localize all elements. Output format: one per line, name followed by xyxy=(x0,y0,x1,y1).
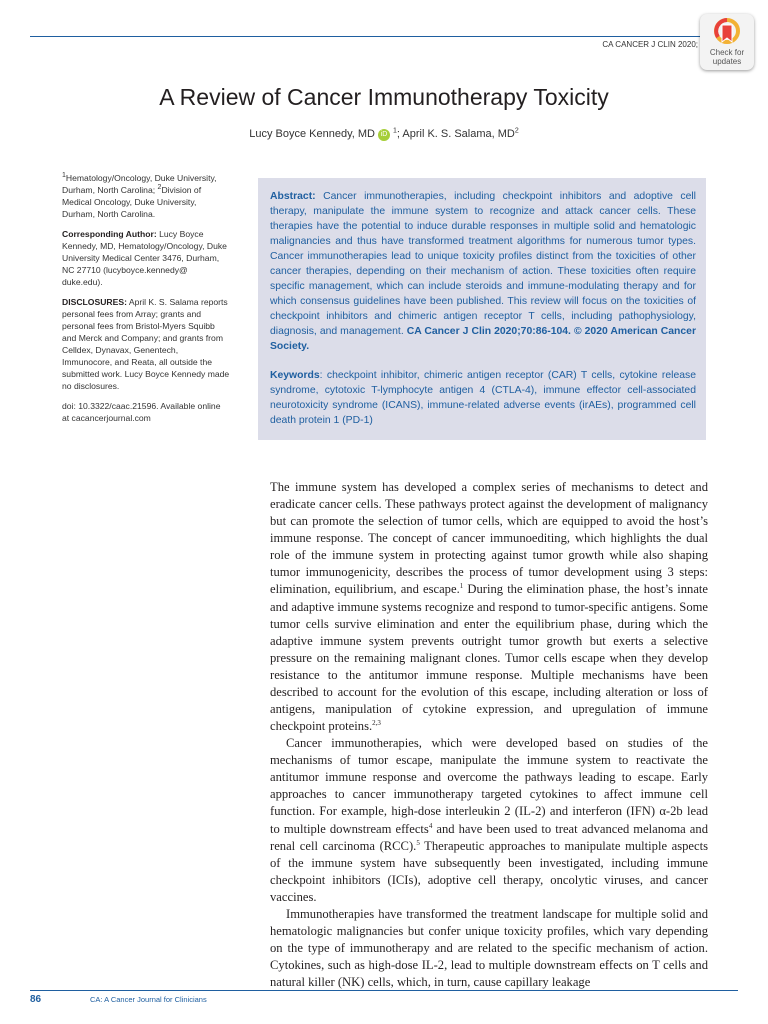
keywords-label: Keywords xyxy=(270,370,320,381)
corresponding-author xyxy=(62,228,230,288)
body-text: Cancer immunotherapies, which were developed based on studies of the mechanisms of tumor escape, manipulate the immune system to reactivate the antitumor immune response and overcome the pathways leading to escape. Early approaches to cancer immunotherapy targeted cytokines to affect immune cell function. For example, high-dose interleukin 2 (IL-2) and interferon (IFN) α-2b lead to multiple downstream effects xyxy=(270,736,708,836)
orcid-icon[interactable]: iD xyxy=(378,129,390,141)
author-line xyxy=(0,128,768,141)
body-text: The immune system has developed a complex series of mechanisms to detect and eradicate cancer cells. These pathways protect against the development of malignancy but can promote the selection of tumor cells, which are equipped to avoid the host’s immune response. The concept of cancer immunoediting, which highlights the dual role of the immune system in protecting against tumor growth while also shaping tumor immunogenicity, describes the process of tumor development using 3 steps: elimination, equilibrium, and escape. xyxy=(270,480,708,597)
body-text: and have been used to treat advanced melanoma and renal cell carcinoma (RCC). xyxy=(270,821,708,853)
body-text: During the elimination phase, the host’s innate and adaptive immune systems recognize and respond to tumor-specific antigens. Some tumor cells survive elimination and enter the equilibrium phase, during which the adaptive immune system prevents outright tumor growth but exerts a selective pressure on the remaining malignant clones. Tumor cells escape when they develop resistance to the antitumor immune response. Multiple mechanisms have been described to account for the evolution of this escape, including alteration or loss of antigens, manipulation of cytokine expression, and upregulation of immune checkpoint proteins. xyxy=(270,582,708,734)
affiliation-1: Hematology/Oncology, Duke University, Durham, North Carolina; xyxy=(62,173,217,195)
page-number: 86 xyxy=(30,994,42,1005)
disclosures-label: DISCLOSURES: xyxy=(62,297,127,307)
check-for-updates-label: Check for xyxy=(709,48,745,57)
check-for-updates-icon xyxy=(714,18,740,48)
author-affil-ref-1: 1 xyxy=(392,127,397,135)
affiliation-number-1: 1 xyxy=(62,172,66,180)
abstract-citation: CA Cancer J Clin 2020;70:86-104. © 2020 American Cancer Society. xyxy=(270,326,697,352)
reference-citation[interactable]: 4 xyxy=(428,821,433,830)
affiliation-number-2: 2 xyxy=(157,184,162,192)
disclosures-text: April K. S. Salama reports personal fees from Array; grants and personal fees from Bristol-Myers Squibb and Merck and Company; and grants from Celldex, Dynavax, Genentech, Immunocore, and Reata, all outside the submitted work. Lucy Boyce Kennedy made no disclosures. xyxy=(62,297,230,391)
body-text: Therapeutic approaches to manipulate multiple aspects of the immune system have subsequently been investigated, including immune checkpoint inhibitors (ICIs), adoptive cell therapy, oncolytic viruses, and cancer vaccines. xyxy=(270,838,709,904)
corresponding-author-text: Lucy Boyce Kennedy, MD, Hematology/Oncology, Duke University Medical Center 3476, Durham, NC 27710 (lucyboyce.kennedy@ duke.edu). xyxy=(62,229,227,287)
affiliation-2: Division of Medical Oncology, Duke University, Durham, North Carolina. xyxy=(62,185,202,219)
reference-citation[interactable]: 5 xyxy=(416,838,420,847)
body-paragraph-3: Immunotherapies have transformed the treatment landscape for multiple solid and hematologic malignancies but confer unique toxicity profiles, which vary depending on the type of immunotherapy and are related to the specific mechanism of action. Cytokines, such as high-dose IL-2, lead to multiple downstream effects on T cells and natural killer (NK) cells, which, in turn, cause capillary leakage xyxy=(270,906,708,990)
footer-rule xyxy=(30,990,738,991)
article-info-sidebar xyxy=(62,172,230,432)
article-body xyxy=(270,479,708,991)
check-for-updates-badge[interactable] xyxy=(700,14,754,70)
author-name-1: Lucy Boyce Kennedy, MD xyxy=(249,128,375,140)
header-rule xyxy=(30,36,738,37)
disclosures xyxy=(62,296,230,392)
footer-journal-name: CA: A Cancer Journal for Clinicians xyxy=(90,995,207,1004)
article-title: A Review of Cancer Immunotherapy Toxicity xyxy=(159,84,609,110)
corresponding-author-label: Corresponding Author: xyxy=(62,229,157,239)
journal-reference: CA CANCER J CLIN 2020; xyxy=(602,40,698,49)
author-affil-ref-2: 2 xyxy=(514,127,519,135)
body-paragraph-1 xyxy=(270,479,708,735)
body-paragraph-2 xyxy=(270,735,708,906)
affiliations xyxy=(62,172,230,220)
keywords-text: : checkpoint inhibitor, chimeric antigen receptor (CAR) T cells, cytokine release syndrome, cytotoxic T-lymphocyte antigen 4 (CTLA-4), immune effector cell-associated neurotoxicity syndrome (ICANS), immune-related adverse events (irAEs), programmed cell death protein 1 (PD-1) xyxy=(270,370,696,426)
doi[interactable]: doi: 10.3322/caac.21596. Available online at cacancerjournal.com xyxy=(62,401,221,423)
check-for-updates-label-2: updates xyxy=(712,57,742,66)
abstract-text: Cancer immunotherapies, including checkpoint inhibitors and adoptive cell therapy, manipulate the immune system to recognize and attack cancer cells. These therapies have the potential to induce durable responses in multiple solid and hematologic malignancies and thus have transformed treatment algorithms for numerous tumor types. Cancer immunotherapies lead to unique toxicity profiles distinct from the toxicities of other cancer therapies, depending on their mechanism of action. These toxicities often require specific management, which can include steroids and immune-modulating therapy and for which consensus guidelines have been published. This review will focus on the toxicities of checkpoint inhibitors and chimeric antigen receptor T cells, including pathophysiology, diagnosis, and management. xyxy=(270,191,696,337)
keywords xyxy=(270,368,696,428)
reference-citation[interactable]: 1 xyxy=(459,582,464,591)
abstract-label: Abstract: xyxy=(270,191,316,202)
abstract xyxy=(270,189,696,354)
reference-citation[interactable]: 2,3 xyxy=(372,718,381,727)
abstract-box xyxy=(258,178,706,440)
author-name-2: ; April K. S. Salama, MD xyxy=(396,128,515,140)
